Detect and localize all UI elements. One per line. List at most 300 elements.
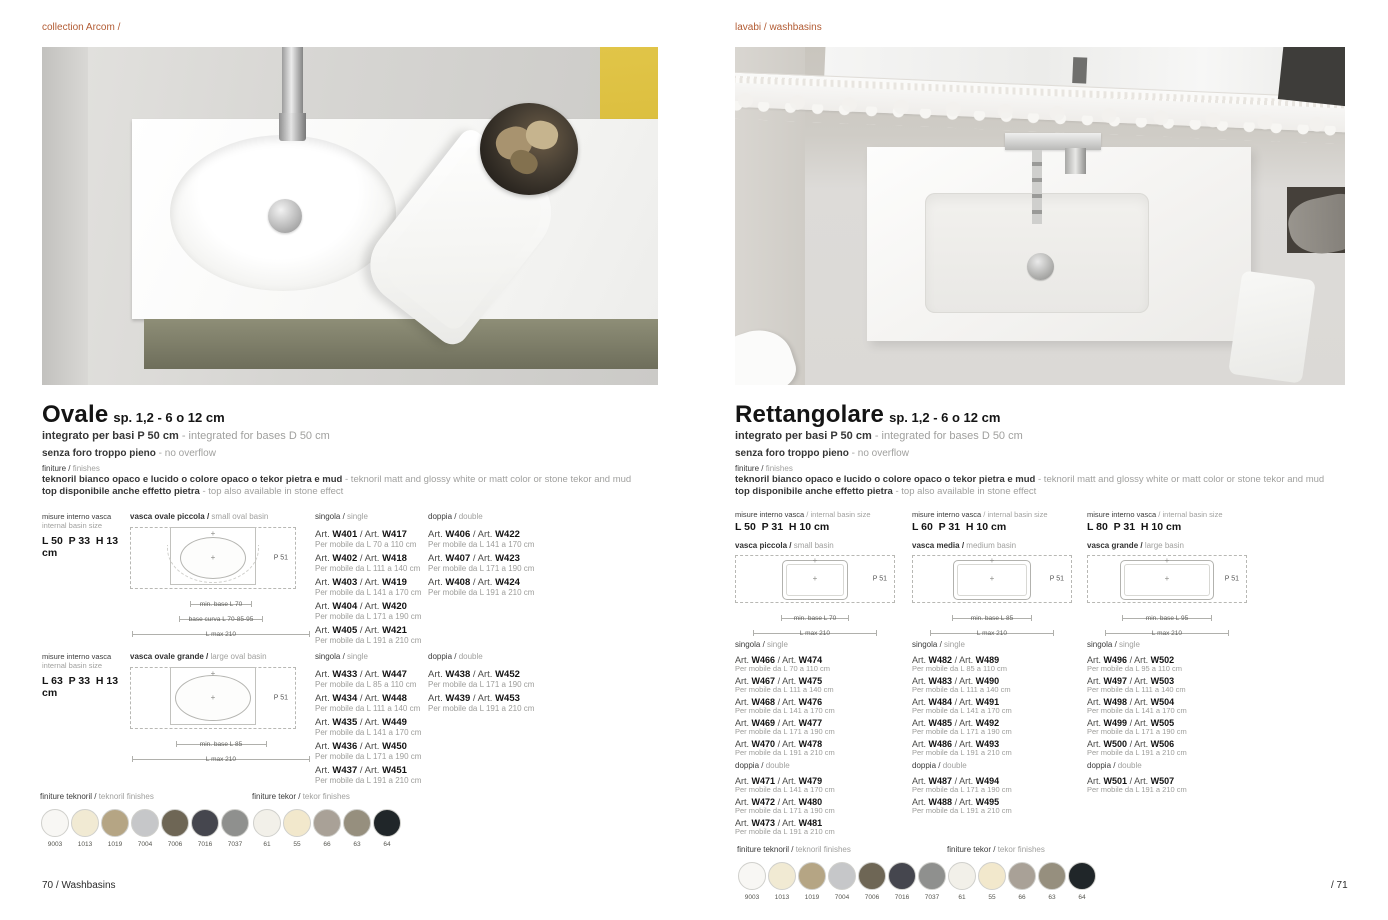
dimension-line: [132, 623, 310, 638]
article-code-1: W402: [332, 553, 358, 564]
teknoril-finishes-group: [40, 792, 250, 848]
measure-label-en: internal basin size: [42, 521, 103, 530]
finish-line1-it: teknoril bianco opaco e lucido o colore opaco o tekor pietra e mud: [735, 474, 1036, 485]
finish-swatch: [282, 809, 312, 848]
basin-size: L 80 P 31 H 10 cm: [1087, 521, 1182, 533]
single-label-en: single: [767, 640, 788, 649]
finish-swatch: [767, 862, 797, 901]
overflow-it: senza foro troppo pieno: [735, 448, 849, 459]
article-cabinet-range: Per mobile da L 70 a 110 cm: [315, 540, 417, 549]
article-code-1: W467: [751, 676, 776, 686]
art-prefix: Art.: [315, 601, 330, 612]
article-code-1: W436: [332, 741, 358, 752]
article-list-single: [912, 655, 1084, 757]
finish-swatch: [1007, 862, 1037, 901]
art-prefix-2: / Art.: [1129, 718, 1149, 728]
finish-color-dot: [888, 862, 916, 890]
article-entry: [428, 693, 553, 713]
art-prefix-2: / Art.: [1129, 697, 1149, 707]
finish-code: 7016: [197, 841, 213, 848]
art-prefix-2: / Art.: [777, 797, 797, 807]
article-entry: [912, 776, 1084, 794]
art-prefix-2: / Art.: [472, 553, 493, 564]
teknoril-finishes-group: [737, 845, 947, 901]
article-cabinet-range: Per mobile da L 191 a 210 cm: [1087, 748, 1187, 757]
tekor-swatch-row: [947, 862, 1097, 901]
article-codes: [428, 693, 553, 704]
article-codes: [428, 577, 553, 588]
article-cabinet-range: Per mobile da L 191 a 210 cm: [428, 704, 535, 713]
finish-swatch: [342, 809, 372, 848]
double-label-it: doppia /: [428, 512, 457, 521]
finish-swatch: [40, 809, 70, 848]
single-label-en: single: [944, 640, 965, 649]
article-code-2: W451: [382, 765, 407, 776]
single-label-it: singola /: [315, 512, 345, 521]
article-entry: [912, 797, 1084, 815]
single-column: [315, 652, 425, 789]
finish-swatch: [947, 862, 977, 901]
art-prefix-2: / Art.: [359, 529, 380, 540]
faucet-handle: [1065, 148, 1086, 174]
art-prefix-2: / Art.: [954, 739, 974, 749]
article-code-2: W452: [495, 669, 520, 680]
left-finish-line-1: [42, 474, 631, 485]
finish-swatch: [737, 862, 767, 901]
right-finishes-heading: [735, 464, 793, 473]
basin-type-label: [130, 512, 312, 521]
finishes-heading-en: finishes: [72, 464, 100, 473]
double-label-en: double: [1117, 761, 1142, 770]
article-codes: [315, 601, 425, 612]
article-code-2: W505: [1150, 718, 1175, 728]
single-label-it: singola /: [735, 640, 765, 649]
article-codes: [428, 669, 553, 680]
art-prefix-2: / Art.: [777, 655, 797, 665]
article-code-1: W438: [445, 669, 471, 680]
finish-color-dot: [221, 809, 249, 837]
article-code-1: W468: [751, 697, 776, 707]
article-entry: [912, 697, 1084, 715]
art-prefix-2: / Art.: [359, 693, 380, 704]
finish-line1-it: teknoril bianco opaco e lucido o colore opaco o tekor pietra e mud: [42, 474, 343, 485]
art-prefix: Art.: [315, 553, 330, 564]
subtitle-en: - integrated for bases D 50 cm: [874, 430, 1023, 442]
article-code-2: W419: [382, 577, 407, 588]
art-prefix: Art.: [735, 676, 750, 686]
article-entry: [735, 739, 907, 757]
measure-label: [735, 510, 907, 519]
article-code-1: W471: [751, 776, 776, 786]
finish-swatch: [130, 809, 160, 848]
dimension-line: [132, 748, 310, 763]
single-label-en: single: [1119, 640, 1140, 649]
basin-label-it: vasca piccola /: [735, 541, 792, 550]
basin-diagram: [1087, 555, 1247, 603]
art-prefix-2: / Art.: [777, 776, 797, 786]
teknoril-finishes-label: [40, 792, 250, 801]
article-codes: [315, 765, 425, 776]
finish-swatch: [372, 809, 402, 848]
finish-color-dot: [858, 862, 886, 890]
art-prefix-2: / Art.: [359, 669, 380, 680]
measure-label-sep: /: [806, 510, 809, 519]
chrome-drain: [1027, 253, 1054, 280]
article-code-2: W491: [975, 697, 1000, 707]
dimension-line: [1122, 607, 1212, 622]
article-list-double: [428, 669, 553, 713]
article-entry: [315, 577, 425, 597]
article-cabinet-range: Per mobile da L 141 a 170 cm: [315, 728, 422, 737]
article-cabinet-range: Per mobile da L 95 a 110 cm: [1087, 664, 1183, 673]
finish-swatch: [312, 809, 342, 848]
art-prefix: Art.: [315, 577, 330, 588]
finish-swatch: [887, 862, 917, 901]
art-prefix: Art.: [428, 553, 443, 564]
finish-color-dot: [313, 809, 341, 837]
art-prefix: Art.: [735, 797, 750, 807]
article-entry: [1087, 739, 1259, 757]
article-cabinet-range: Per mobile da L 171 a 190 cm: [1087, 727, 1187, 736]
article-cabinet-range: Per mobile da L 85 a 110 cm: [315, 680, 417, 689]
measure-label-en: internal basin size: [987, 510, 1048, 519]
article-code-1: W433: [332, 669, 358, 680]
dimension-line: [930, 622, 1055, 637]
art-prefix-2: / Art.: [359, 741, 380, 752]
dim-label: L max 210: [799, 630, 831, 637]
dimension-line: [753, 622, 878, 637]
article-cabinet-range: Per mobile da L 111 a 140 cm: [315, 564, 421, 573]
article-entry: [1087, 655, 1259, 673]
article-code-1: W487: [928, 776, 953, 786]
article-cabinet-range: Per mobile da L 111 a 140 cm: [1087, 685, 1186, 694]
basin-size: L 60 P 31 H 10 cm: [912, 521, 1007, 533]
article-entry: [735, 697, 907, 715]
art-prefix: Art.: [912, 676, 927, 686]
white-towel-right: [1228, 270, 1316, 383]
basin-label-en: small basin: [793, 541, 834, 550]
article-code-2: W495: [975, 797, 1000, 807]
art-prefix: Art.: [315, 741, 330, 752]
finish-code: 7016: [894, 894, 910, 901]
drain-mark: +: [989, 574, 995, 583]
art-prefix-2: / Art.: [472, 669, 493, 680]
faucet-mark: +: [210, 669, 216, 678]
art-prefix-2: / Art.: [359, 765, 380, 776]
finish-swatch: [977, 862, 1007, 901]
photo-rectangular-washbasin: [735, 47, 1345, 385]
article-list-double: [428, 529, 553, 597]
basin-diagram: [130, 527, 296, 589]
finish-code: 7004: [137, 841, 153, 848]
basin-diagram: [912, 555, 1072, 603]
article-cabinet-range: Per mobile da L 171 a 190 cm: [315, 752, 422, 761]
wall-edge: [42, 47, 88, 385]
double-label-it: doppia /: [428, 652, 457, 661]
single-label: [315, 512, 425, 521]
tekor-finishes-label: [252, 792, 402, 801]
art-prefix-2: / Art.: [954, 655, 974, 665]
art-prefix: Art.: [428, 529, 443, 540]
finishes-heading-en: finishes: [765, 464, 793, 473]
art-prefix: Art.: [315, 717, 330, 728]
basin-label-en: medium basin: [966, 541, 1017, 550]
article-code-2: W421: [382, 625, 407, 636]
finish-code: 61: [263, 841, 271, 848]
dim-label: min. base L 70: [199, 601, 243, 608]
finish-line1-en: - teknoril matt and glossy white or matt color or stone tekor and mud: [1038, 474, 1325, 485]
article-cabinet-range: Per mobile da L 171 a 190 cm: [735, 727, 835, 736]
basin-label-it: vasca ovale piccola /: [130, 512, 210, 521]
teknoril-finishes-label: [737, 845, 947, 854]
basin-size: L 50 P 33 H 13 cm: [42, 535, 122, 559]
article-code-1: W485: [928, 718, 953, 728]
dimension-lines: [130, 593, 312, 638]
double-label: [735, 761, 907, 770]
article-code-1: W488: [928, 797, 953, 807]
article-code-2: W507: [1150, 776, 1175, 786]
article-cabinet-range: Per mobile da L 141 a 170 cm: [1087, 706, 1187, 715]
article-entry: [735, 776, 907, 794]
article-codes: [428, 529, 553, 540]
art-prefix-2: / Art.: [954, 797, 974, 807]
art-prefix-2: / Art.: [954, 697, 974, 707]
single-label: [315, 652, 425, 661]
subtitle-it: integrato per basi P 50 cm: [42, 430, 179, 442]
art-prefix: Art.: [735, 818, 750, 828]
article-cabinet-range: Per mobile da L 191 a 210 cm: [315, 636, 422, 645]
dimension-lines: [130, 733, 312, 763]
art-prefix-2: / Art.: [954, 718, 974, 728]
art-prefix: Art.: [1087, 697, 1102, 707]
dim-label: L max 210: [1151, 630, 1183, 637]
finish-line2-en: - top also available in stone effect: [202, 486, 344, 497]
article-code-1: W437: [332, 765, 358, 776]
single-label: [1087, 640, 1259, 649]
article-list-double: [1087, 776, 1259, 794]
article-code-2: W489: [975, 655, 1000, 665]
finish-swatch: [220, 809, 250, 848]
single-label: [912, 640, 1084, 649]
article-code-1: W434: [332, 693, 358, 704]
article-entry: [735, 676, 907, 694]
finish-color-dot: [948, 862, 976, 890]
tekor-label-it: finiture tekor /: [252, 792, 301, 801]
page-title-suffix: sp. 1,2 - 6 o 12 cm: [113, 410, 225, 425]
article-entry: [315, 669, 425, 689]
article-code-2: W476: [798, 697, 823, 707]
article-code-2: W477: [798, 718, 823, 728]
measure-label-it: misure interno vasca: [735, 510, 805, 519]
art-prefix: Art.: [428, 693, 443, 704]
left-subtitle: [42, 430, 330, 442]
right-finish-line-1: [735, 474, 1324, 485]
double-label-en: double: [458, 652, 483, 661]
finish-swatch: [857, 862, 887, 901]
dimension-line: [952, 607, 1032, 622]
chrome-faucet-spout: [1032, 150, 1042, 224]
overflow-en: - no overflow: [851, 448, 909, 459]
dim-label: base curva L 70-85-95: [188, 616, 254, 623]
article-code-2: W424: [495, 577, 520, 588]
article-cabinet-range: Per mobile da L 111 a 140 cm: [315, 704, 421, 713]
article-code-1: W500: [1103, 739, 1128, 749]
double-label-en: double: [942, 761, 967, 770]
article-entry: [1087, 718, 1259, 736]
art-prefix: Art.: [912, 718, 927, 728]
finish-swatch: [1037, 862, 1067, 901]
article-cabinet-range: Per mobile da L 171 a 190 cm: [428, 564, 535, 573]
measure-label: [912, 510, 1084, 519]
article-codes: [315, 625, 425, 636]
article-entry: [315, 553, 425, 573]
article-entry: [428, 669, 553, 689]
article-codes: [428, 553, 553, 564]
article-cabinet-range: Per mobile da L 191 a 210 cm: [735, 827, 835, 836]
finish-code: 7037: [227, 841, 243, 848]
article-code-2: W480: [798, 797, 823, 807]
article-code-1: W496: [1103, 655, 1128, 665]
finish-color-dot: [918, 862, 946, 890]
art-prefix: Art.: [1087, 718, 1102, 728]
dim-label: min. base L 70: [793, 615, 837, 622]
basin-label-it: vasca ovale grande /: [130, 652, 209, 661]
article-cabinet-range: Per mobile da L 141 a 170 cm: [735, 706, 835, 715]
faucet-wall-plate: [1005, 133, 1101, 150]
teknoril-swatch-row: [737, 862, 947, 901]
dimension-line: [179, 608, 263, 623]
article-codes: [315, 693, 425, 704]
article-entry: [1087, 776, 1259, 794]
article-cabinet-range: Per mobile da L 141 a 170 cm: [735, 785, 835, 794]
article-code-1: W473: [751, 818, 776, 828]
art-prefix-2: / Art.: [1129, 655, 1149, 665]
article-entry: [315, 625, 425, 645]
finish-swatch: [1067, 862, 1097, 901]
article-code-2: W417: [382, 529, 407, 540]
depth-label: P 51: [872, 575, 887, 583]
art-prefix: Art.: [735, 697, 750, 707]
finish-swatch: [827, 862, 857, 901]
tekor-label-en: tekor finishes: [997, 845, 1045, 854]
finish-color-dot: [131, 809, 159, 837]
basin-type-label: [735, 541, 907, 550]
teknoril-label-it: finiture teknoril /: [40, 792, 97, 801]
finish-code: 7006: [864, 894, 880, 901]
dim-label: L max 210: [205, 756, 237, 763]
finish-color-dot: [343, 809, 371, 837]
art-prefix: Art.: [912, 655, 927, 665]
spec-column-medium-basin: [912, 510, 1084, 818]
article-code-2: W502: [1150, 655, 1175, 665]
article-code-1: W482: [928, 655, 953, 665]
article-code-2: W418: [382, 553, 407, 564]
finish-code: 9003: [47, 841, 63, 848]
double-label: [428, 512, 553, 521]
finish-color-dot: [798, 862, 826, 890]
basin-size-block: [42, 652, 128, 699]
page-title: Rettangolare: [735, 401, 885, 428]
art-prefix: Art.: [428, 669, 443, 680]
article-cabinet-range: Per mobile da L 171 a 190 cm: [912, 727, 1012, 736]
art-prefix-2: / Art.: [472, 577, 493, 588]
article-list-double: [735, 776, 907, 836]
dimension-line: [176, 733, 267, 748]
measure-label-sep: /: [983, 510, 986, 519]
finish-color-dot: [768, 862, 796, 890]
art-prefix: Art.: [1087, 776, 1102, 786]
finish-code: 64: [383, 841, 391, 848]
art-prefix-2: / Art.: [954, 676, 974, 686]
article-entry: [315, 717, 425, 737]
single-column: [315, 512, 425, 649]
chrome-faucet: [282, 47, 303, 115]
art-prefix: Art.: [912, 797, 927, 807]
basin-diagram: [735, 555, 895, 603]
finish-code: 7037: [924, 894, 940, 901]
finish-swatch: [917, 862, 947, 901]
art-prefix: Art.: [1087, 739, 1102, 749]
article-code-1: W501: [1103, 776, 1128, 786]
article-cabinet-range: Per mobile da L 191 a 210 cm: [912, 806, 1012, 815]
art-prefix-2: / Art.: [472, 529, 493, 540]
measure-label: [1087, 510, 1259, 519]
single-label-it: singola /: [1087, 640, 1117, 649]
article-code-2: W479: [798, 776, 823, 786]
double-label: [912, 761, 1084, 770]
measure-label-it: misure interno vasca: [912, 510, 982, 519]
dim-label: L max 210: [976, 630, 1008, 637]
article-entry: [315, 529, 425, 549]
depth-label: P 51: [1224, 575, 1239, 583]
double-label-it: doppia /: [912, 761, 941, 770]
finish-code: 1013: [77, 841, 93, 848]
photo-oval-washbasin: [42, 47, 658, 385]
article-code-1: W486: [928, 739, 953, 749]
art-prefix: Art.: [315, 669, 330, 680]
measure-label-sep: /: [1158, 510, 1161, 519]
article-code-1: W466: [751, 655, 776, 665]
dim-label: min. base L 95: [1145, 615, 1189, 622]
double-label-en: double: [458, 512, 483, 521]
article-code-2: W420: [382, 601, 407, 612]
finish-code: 55: [988, 894, 996, 901]
finishes-heading-it: finiture /: [735, 464, 764, 473]
article-cabinet-range: Per mobile da L 171 a 190 cm: [735, 806, 835, 815]
art-prefix-2: / Art.: [359, 601, 380, 612]
article-code-2: W423: [495, 553, 520, 564]
article-code-2: W448: [382, 693, 407, 704]
article-entry: [1087, 676, 1259, 694]
page-number-right: / 71: [1331, 880, 1348, 891]
article-list-single: [1087, 655, 1259, 757]
finish-line1-en: - teknoril matt and glossy white or matt color or stone tekor and mud: [345, 474, 632, 485]
teknoril-label-it: finiture teknoril /: [737, 845, 794, 854]
dimension-line: [1105, 622, 1230, 637]
art-prefix: Art.: [315, 693, 330, 704]
finish-swatch: [190, 809, 220, 848]
overflow-it: senza foro troppo pieno: [42, 448, 156, 459]
basin-size: L 50 P 31 H 10 cm: [735, 521, 830, 533]
finish-color-dot: [1038, 862, 1066, 890]
finish-color-dot: [978, 862, 1006, 890]
article-code-2: W504: [1150, 697, 1175, 707]
dim-label: L max 210: [205, 631, 237, 638]
art-prefix-2: / Art.: [777, 676, 797, 686]
finish-color-dot: [1008, 862, 1036, 890]
article-code-1: W498: [1103, 697, 1128, 707]
finish-code: 63: [1048, 894, 1056, 901]
